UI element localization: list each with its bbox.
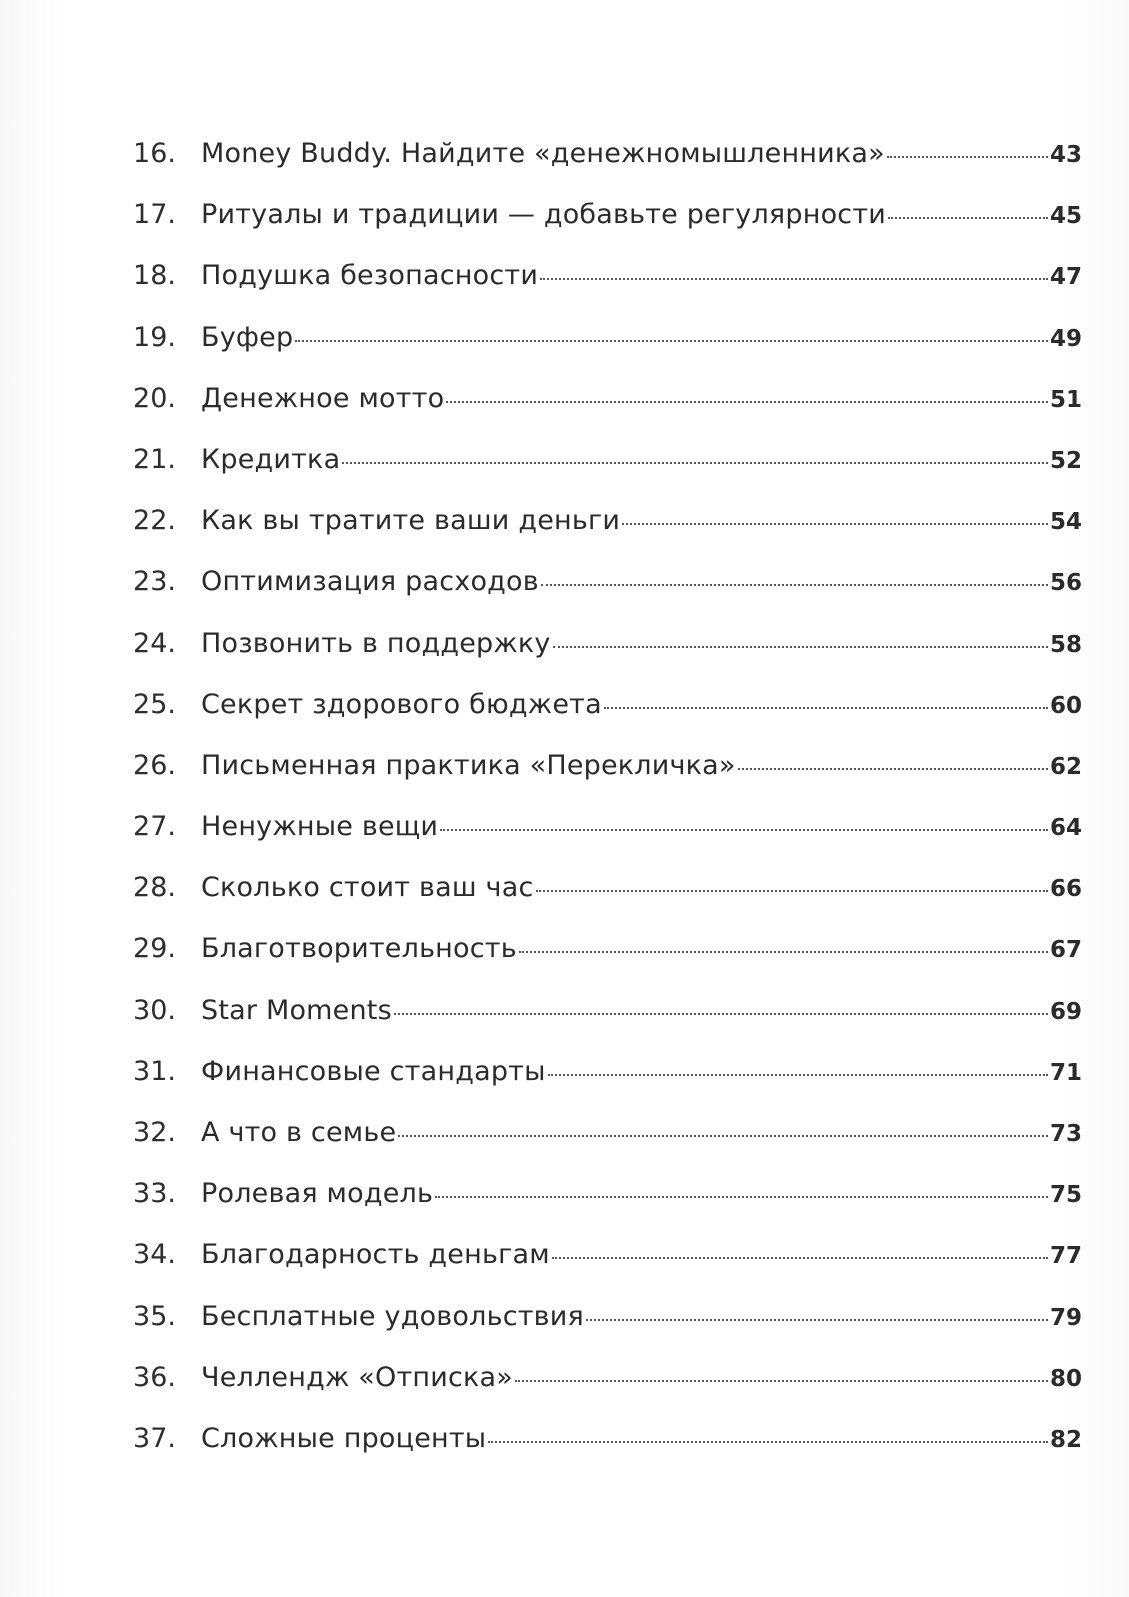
toc-entry-page: 73 — [1049, 1121, 1082, 1147]
toc-entry — [104, 926, 1082, 987]
toc-entry — [104, 315, 1082, 376]
toc-entry-page: 69 — [1049, 998, 1082, 1025]
toc-entry — [104, 804, 1082, 865]
toc-entry-number: 31. — [133, 1055, 176, 1087]
toc-entry-title: Челлендж «Отписка» — [201, 1361, 513, 1393]
toc-entry-title: Финансовые стандарты — [201, 1055, 546, 1087]
toc-entry — [104, 253, 1082, 314]
toc-entry-number: 37. — [133, 1422, 176, 1454]
toc-entry-title: Кредитка — [201, 443, 341, 475]
toc-entry-title: Буфер — [201, 321, 294, 353]
toc-entry — [104, 131, 1082, 192]
toc-entry-title: Сколько стоит ваш час — [201, 872, 534, 904]
toc-entry-title: Бесплатные удовольствия — [201, 1300, 584, 1332]
toc-dot-leader — [342, 462, 1048, 464]
toc-entry-number: 29. — [133, 933, 176, 965]
toc-entry — [104, 1110, 1082, 1171]
toc-entry-number: 19. — [133, 321, 176, 353]
toc-entry-number: 17. — [133, 199, 176, 231]
toc-dot-leader — [536, 890, 1048, 892]
toc-entry — [104, 1355, 1082, 1416]
toc-entry — [104, 437, 1082, 498]
toc-entry-page: 52 — [1049, 447, 1082, 474]
toc-entry-page: 80 — [1049, 1365, 1082, 1392]
toc-entry-page: 71 — [1049, 1059, 1082, 1086]
table-of-contents — [104, 131, 1082, 1477]
toc-dot-leader — [540, 278, 1048, 280]
toc-dot-leader — [519, 951, 1048, 953]
toc-entry-number: 20. — [133, 382, 176, 414]
toc-entry-page: 66 — [1049, 876, 1082, 903]
toc-entry-number: 36. — [133, 1361, 176, 1393]
toc-dot-leader — [394, 1013, 1048, 1015]
toc-entry-page: 49 — [1049, 325, 1082, 352]
toc-entry — [104, 376, 1082, 437]
toc-entry-page: 56 — [1049, 570, 1082, 597]
toc-entry-title: Как вы тратите ваши деньги — [201, 505, 621, 537]
toc-entry — [104, 682, 1082, 743]
toc-entry — [104, 865, 1082, 926]
toc-entry-number: 27. — [133, 811, 176, 843]
toc-entry-title: Сложные проценты — [201, 1422, 487, 1454]
toc-entry-title: Star Moments — [201, 994, 392, 1026]
toc-entry-number: 18. — [133, 260, 176, 292]
toc-entry-title: Ролевая модель — [201, 1178, 434, 1210]
toc-entry-title: Ненужные вещи — [201, 811, 439, 843]
toc-dot-leader — [440, 829, 1048, 831]
toc-entry-title: Благодарность деньгам — [201, 1239, 550, 1271]
toc-entry-title: Money Buddy. Найдите «денежномышленника» — [201, 138, 885, 169]
toc-entry-title: Ритуалы и традиции — добавьте регулярности — [201, 199, 887, 231]
toc-dot-leader — [888, 217, 1048, 219]
toc-entry-number: 21. — [133, 443, 176, 475]
toc-entry — [104, 559, 1082, 620]
toc-entry-page: 64 — [1049, 815, 1082, 842]
toc-entry-page: 51 — [1049, 386, 1082, 413]
toc-entry-number: 28. — [133, 872, 176, 904]
toc-entry-number: 30. — [133, 994, 176, 1026]
toc-entry-number: 26. — [133, 749, 176, 781]
toc-entry-number: 35. — [133, 1300, 176, 1332]
toc-entry-number: 24. — [133, 627, 176, 659]
toc-dot-leader — [738, 768, 1048, 770]
toc-dot-leader — [515, 1380, 1048, 1382]
toc-entry-title: Подушка безопасности — [201, 260, 539, 292]
toc-entry — [104, 1049, 1082, 1110]
toc-entry-page: 47 — [1049, 264, 1082, 291]
toc-dot-leader — [887, 156, 1048, 158]
toc-dot-leader — [552, 1257, 1048, 1259]
toc-entry-title: Оптимизация расходов — [201, 566, 539, 598]
toc-entry-number: 23. — [133, 566, 176, 598]
toc-entry — [104, 1232, 1082, 1293]
toc-entry-page: 79 — [1049, 1304, 1082, 1331]
toc-entry-title: Благотворительность — [201, 933, 517, 965]
toc-entry-number: 25. — [133, 688, 176, 720]
toc-dot-leader — [488, 1441, 1048, 1443]
toc-entry-page: 58 — [1049, 631, 1082, 658]
toc-entry-title: Позвонить в поддержку — [201, 627, 551, 659]
toc-dot-leader — [553, 646, 1048, 648]
toc-dot-leader — [541, 584, 1048, 586]
toc-entry-page: 62 — [1049, 753, 1082, 780]
toc-entry — [104, 498, 1082, 559]
toc-entry-page: 75 — [1049, 1182, 1082, 1209]
toc-dot-leader — [586, 1319, 1048, 1321]
toc-entry-title: Письменная практика «Перекличка» — [201, 749, 736, 781]
toc-entry — [104, 621, 1082, 682]
toc-entry-page: 67 — [1049, 937, 1082, 964]
toc-entry-page: 77 — [1049, 1243, 1082, 1270]
toc-entry — [104, 743, 1082, 804]
toc-dot-leader — [398, 1135, 1048, 1137]
toc-dot-leader — [604, 707, 1048, 709]
toc-entry-title: Секрет здорового бюджета — [201, 688, 602, 720]
toc-dot-leader — [548, 1074, 1048, 1076]
toc-entry-number: 22. — [133, 505, 176, 537]
toc-entry — [104, 1171, 1082, 1232]
toc-entry-page: 60 — [1049, 692, 1082, 719]
toc-entry-page: 45 — [1049, 203, 1082, 230]
toc-entry — [104, 1416, 1082, 1477]
toc-entry — [104, 988, 1082, 1049]
toc-entry-page: 43 — [1049, 142, 1082, 168]
toc-entry-title: Денежное мотто — [201, 382, 445, 414]
toc-entry-number: 33. — [133, 1178, 176, 1210]
toc-entry-number: 34. — [133, 1239, 176, 1271]
toc-entry-page: 82 — [1049, 1426, 1082, 1453]
toc-dot-leader — [446, 401, 1048, 403]
toc-dot-leader — [295, 340, 1048, 342]
toc-entry-page: 54 — [1049, 509, 1082, 536]
toc-entry-title: А что в семье — [201, 1117, 397, 1148]
toc-entry — [104, 192, 1082, 253]
toc-entry — [104, 1294, 1082, 1355]
toc-entry-number: 16. — [133, 138, 176, 169]
toc-dot-leader — [435, 1196, 1048, 1198]
toc-entry-number: 32. — [133, 1117, 176, 1148]
toc-dot-leader — [622, 523, 1048, 525]
